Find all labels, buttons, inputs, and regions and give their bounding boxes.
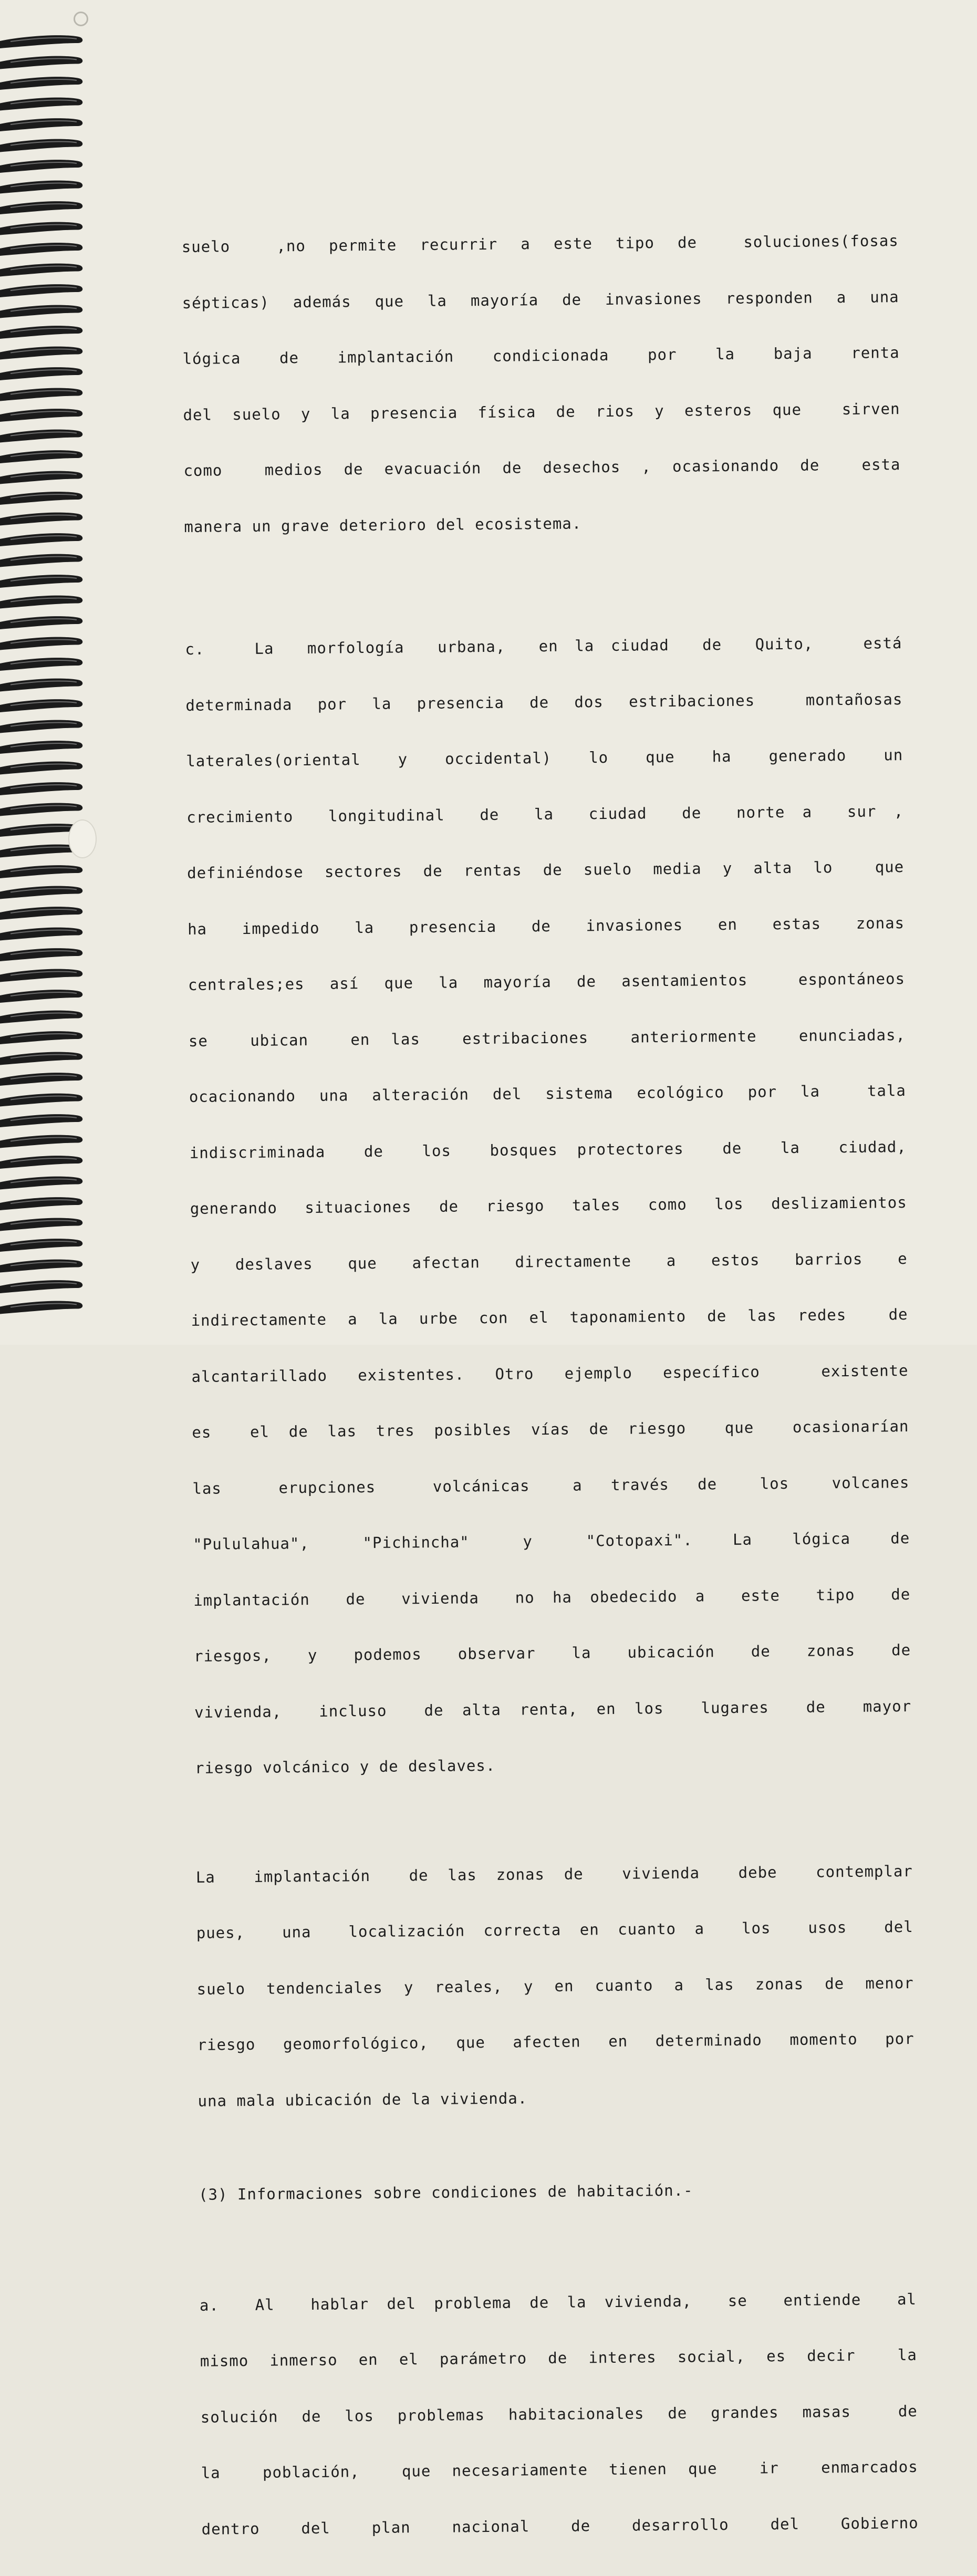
- binding-coil: [0, 1156, 82, 1169]
- binding-coil: [0, 907, 82, 920]
- binding-coil: [0, 679, 82, 692]
- binding-coil: [0, 284, 82, 297]
- paragraph-c-morfologia: [185, 597, 912, 1815]
- binding-coil: [0, 347, 82, 360]
- punch-hole-mark: [68, 819, 97, 858]
- text-line: suelo ,no permite recurrir a este tipo de soluciones(fosas: [181, 232, 899, 256]
- text-line: riesgo geomorfológico, que afecten en determinado momento por: [197, 2029, 914, 2054]
- binding-coil: [0, 326, 82, 339]
- binding-coil: [0, 181, 82, 194]
- binding-coil: [0, 616, 82, 629]
- spiral-binding: [0, 32, 89, 1334]
- binding-coil: [0, 77, 82, 90]
- binding-coil: [0, 450, 82, 463]
- text-line: laterales(oriental y occidental) lo que ha generado un: [186, 746, 903, 770]
- binding-coil: [0, 430, 82, 443]
- binding-coil: [0, 782, 82, 795]
- binding-coil: [0, 139, 82, 152]
- binding-coil: [0, 658, 82, 671]
- binding-coil: [0, 1177, 82, 1190]
- text-line: suelo tendenciales y reales, y en cuanto a las zonas de menor: [196, 1973, 914, 1998]
- binding-coil: [0, 1135, 82, 1148]
- text-line: las erupciones volcánicas a través de los volcanes: [192, 1473, 910, 1498]
- text-line: "Pululahua", "Pichincha" y "Cotopaxi". La lógica de: [193, 1529, 910, 1553]
- binding-coil: [0, 56, 82, 69]
- paragraph-la-implantacion: [195, 1824, 915, 2147]
- text-line: alcantarillado existentes. Otro ejemplo específico existente: [191, 1361, 909, 1386]
- binding-coil: [0, 118, 82, 131]
- text-line: se ubican en las estribaciones anteriormente enunciadas,: [188, 1025, 906, 1050]
- text-line: del suelo y la presencia física de rios y esteros que sirven: [183, 399, 900, 424]
- binding-coil: [0, 1218, 82, 1231]
- corner-mark: [74, 12, 88, 26]
- text-line: a. Al hablar del problema de la vivienda, se entiende al: [199, 2290, 917, 2314]
- text-line: c. La morfología urbana, en la ciudad de Quito, está: [185, 634, 902, 658]
- binding-coil: [0, 1052, 82, 1065]
- text-line: sépticas) además que la mayoría de invasiones responden a una: [182, 287, 899, 312]
- binding-coil: [0, 575, 82, 588]
- text-line: La implantación de las zonas de vivienda debe contemplar: [195, 1862, 913, 1886]
- binding-coil: [0, 367, 82, 380]
- binding-coil: [0, 886, 82, 899]
- binding-coil: [0, 865, 82, 878]
- binding-coil: [0, 1073, 82, 1086]
- binding-coil: [0, 554, 82, 567]
- binding-coil: [0, 264, 82, 277]
- text-line: la población, que necesariamente tienen que ir enmarcados: [201, 2457, 918, 2482]
- binding-coil: [0, 1239, 82, 1252]
- text-line: como medios de evacuación de desechos , ocasionando de esta: [183, 455, 901, 480]
- binding-coil: [0, 492, 82, 505]
- binding-coil: [0, 969, 82, 982]
- binding-coil: [0, 762, 82, 775]
- binding-coil: [0, 243, 82, 256]
- binding-coil: [0, 1301, 82, 1314]
- document-body: [181, 194, 919, 2576]
- paragraph-suelo: [181, 194, 901, 574]
- binding-coil: [0, 948, 82, 961]
- text-line: definiéndose sectores de rentas de suelo media y alta lo que: [187, 858, 905, 882]
- binding-coil: [0, 596, 82, 609]
- binding-coil: [0, 990, 82, 1003]
- text-line: determinada por la presencia de dos estribaciones montañosas: [185, 690, 903, 714]
- binding-coil: [0, 388, 82, 401]
- text-line: ha impedido la presencia de invasiones en estas zonas: [187, 913, 905, 938]
- binding-coil: [0, 533, 82, 546]
- binding-coil: [0, 201, 82, 214]
- binding-coil: [0, 1031, 82, 1044]
- binding-coil: [0, 35, 82, 48]
- text-line: pues, una localización correcta en cuanto a los usos del: [196, 1917, 913, 1942]
- text-line: solución de los problemas habitacionales de grandes masas de: [200, 2402, 918, 2426]
- text-line: dentro del plan nacional de desarrollo del Gobierno: [201, 2513, 919, 2538]
- text-line: generando situaciones de riesgo tales como los deslizamientos: [190, 1193, 907, 1218]
- binding-coil: [0, 741, 82, 754]
- text-line: implantación de vivienda no ha obedecido a este tipo de: [193, 1585, 911, 1609]
- binding-coil: [0, 305, 82, 318]
- binding-coil: [0, 222, 82, 235]
- binding-coil: [0, 928, 82, 941]
- text-line: una mala ubicación de la vivienda.: [198, 2089, 528, 2110]
- binding-coil: [0, 409, 82, 422]
- text-line: vivienda, incluso de alta renta, en los lugares de mayor: [194, 1697, 912, 1721]
- binding-coil: [0, 803, 82, 816]
- text-line: crecimiento longitudinal de la ciudad de norte a sur ,: [186, 802, 904, 826]
- binding-coil: [0, 1114, 82, 1127]
- text-line: ocacionando una alteración del sistema ecológico por la tala: [189, 1082, 906, 1106]
- binding-coil: [0, 1011, 82, 1024]
- text-line: y deslaves que afectan directamente a estos barrios e: [190, 1249, 908, 1274]
- binding-coil: [0, 513, 82, 526]
- binding-coil: [0, 98, 82, 111]
- binding-coil: [0, 160, 82, 173]
- binding-coil: [0, 1280, 82, 1293]
- paragraph-a-vivienda: [199, 2252, 919, 2575]
- text-line: es el de las tres posibles vías de riesgo que ocasionarían: [192, 1417, 909, 1441]
- binding-coil: [0, 637, 82, 650]
- binding-coil: [0, 1094, 82, 1107]
- binding-coil: [0, 1197, 82, 1210]
- text-line: riesgo volcánico y de deslaves.: [194, 1756, 496, 1777]
- text-line: manera un grave deterioro del ecosistema.: [184, 514, 582, 536]
- text-line: centrales;es así que la mayoría de asentamientos espontáneos: [188, 970, 906, 994]
- binding-coil: [0, 720, 82, 733]
- binding-coil: [0, 1260, 82, 1273]
- binding-coil: [0, 471, 82, 484]
- text-line: lógica de implantación condicionada por la baja renta: [182, 344, 900, 368]
- section-heading: (3) Informaciones sobre condiciones de habitación.-: [198, 2181, 693, 2204]
- text-line: indirectamente a la urbe con el taponamiento de las redes de: [191, 1305, 908, 1329]
- text-line: indiscriminada de los bosques protectores de la ciudad,: [189, 1137, 907, 1162]
- text-line: mismo inmerso en el parámetro de interes social, es decir la: [200, 2345, 917, 2370]
- text-line: riesgos, y podemos observar la ubicación de zonas de: [194, 1640, 911, 1665]
- binding-coil: [0, 699, 82, 712]
